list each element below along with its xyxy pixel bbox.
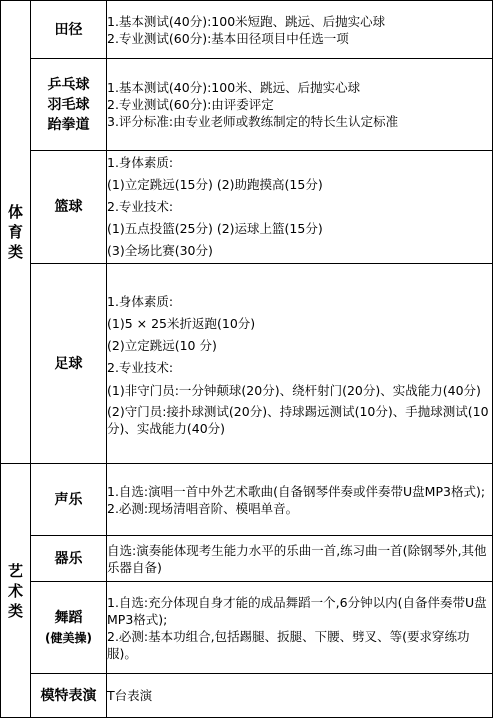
item-name-vocal — [31, 464, 107, 536]
item-description-football — [107, 264, 493, 464]
category-char: 类 — [7, 243, 23, 261]
description-line: 1.自选:充分体现自身才能的成品舞蹈一个,6分钟以内(自备伴奏带U盘MP3格式); — [107, 594, 487, 627]
item-description-athletics — [107, 1, 493, 59]
table-row — [1, 1, 493, 59]
description-line: (2)立定跳远(10 分) — [107, 337, 217, 353]
item-name-football — [31, 264, 107, 464]
description-line: 1.身体素质: — [107, 293, 174, 309]
category-char: 艺 — [7, 561, 23, 580]
item-name-line: 乒乓球 — [47, 76, 90, 93]
item-description-dance — [107, 582, 493, 674]
description-line: 1.自选:演唱一首中外艺术歌曲(自备钢琴伴奏或伴奏带U盘MP3格式); — [107, 483, 486, 499]
description-line: 2.专业测试(60分):基本田径项目中任选一项 — [107, 30, 349, 46]
item-name-line: 足球 — [54, 355, 83, 372]
item-name-modeling — [31, 674, 107, 718]
description-line: (1)5 × 25米折返跑(10分) — [107, 315, 256, 331]
item-name-racket-taekwondo — [31, 59, 107, 151]
item-name-line: 跆拳道 — [47, 116, 90, 133]
table-row — [1, 582, 493, 674]
item-description-modeling — [107, 674, 493, 718]
item-description-basketball — [107, 151, 493, 264]
table-row — [1, 674, 493, 718]
description-line: 1.身体素质: — [107, 155, 174, 170]
table-row — [1, 151, 493, 264]
description-line: 1.基本测试(40分):100米短跑、跳远、后抛实心球 — [107, 13, 386, 29]
item-name-line: 模特表演 — [40, 687, 97, 704]
description-line: 2.必测:现场清唱音阶、模唱单音。 — [107, 500, 299, 516]
description-line: (1)非守门员:一分钟颠球(20分)、绕杆射门(20分)、实战能力(40分) — [107, 382, 481, 398]
item-name-athletics — [31, 1, 107, 59]
item-name-line: 羽毛球 — [47, 96, 90, 113]
category-char: 育 — [7, 223, 23, 241]
category-char — [1, 202, 30, 262]
description-line: (3)全场比赛(30分) — [107, 243, 213, 258]
category-char: 体 — [7, 203, 23, 221]
item-name-line: (健美操) — [45, 630, 92, 645]
table-row — [1, 59, 493, 151]
item-name-line: 田径 — [54, 21, 83, 38]
description-line: 3.评分标准:由专业老师或教练制定的特长生认定标准 — [107, 114, 399, 129]
table-row — [1, 264, 493, 464]
item-name-instrumental — [31, 536, 107, 582]
item-description-racket-taekwondo — [107, 59, 493, 151]
category-char: 类 — [7, 601, 23, 620]
description-line: 2.专业技术: — [107, 199, 174, 214]
table-row — [1, 536, 493, 582]
description-line: T台表演 — [107, 688, 153, 703]
category-char — [1, 561, 30, 621]
item-name-basketball — [31, 151, 107, 264]
category-cell-sports — [1, 1, 31, 464]
table-row — [1, 464, 493, 536]
item-description-vocal — [107, 464, 493, 536]
item-name-line: 舞蹈 — [54, 609, 83, 626]
description-line: (1)五点投篮(25分) (2)运球上篮(15分) — [107, 221, 323, 236]
category-cell-arts — [1, 464, 31, 718]
item-name-dance — [31, 582, 107, 674]
description-line: 2.专业技术: — [107, 359, 174, 375]
description-line: 1.基本测试(40分):100米、跳远、后抛实心球 — [107, 80, 361, 95]
description-line: 2.必测:基本功组合,包括踢腿、扳腿、下腰、劈叉、等(要求穿练功服)。 — [107, 628, 470, 661]
category-char: 术 — [7, 581, 23, 600]
description-line: 自选:演奏能体现考生能力水平的乐曲一首,练习曲一首(除钢琴外,其他乐器自备) — [107, 542, 487, 575]
item-name-line: 篮球 — [54, 199, 83, 215]
item-name-line: 声乐 — [54, 491, 83, 508]
description-line: 2.专业测试(60分):由评委评定 — [107, 97, 274, 112]
item-description-instrumental — [107, 536, 493, 582]
description-line: (1)立定跳远(15分) (2)助跑摸高(15分) — [107, 177, 323, 192]
item-name-line: 器乐 — [54, 550, 83, 567]
description-line: (2)守门员:接扑球测试(20分)、持球踢远测试(10分)、手抛球测试(10分)、实战能力(40分) — [107, 403, 489, 436]
